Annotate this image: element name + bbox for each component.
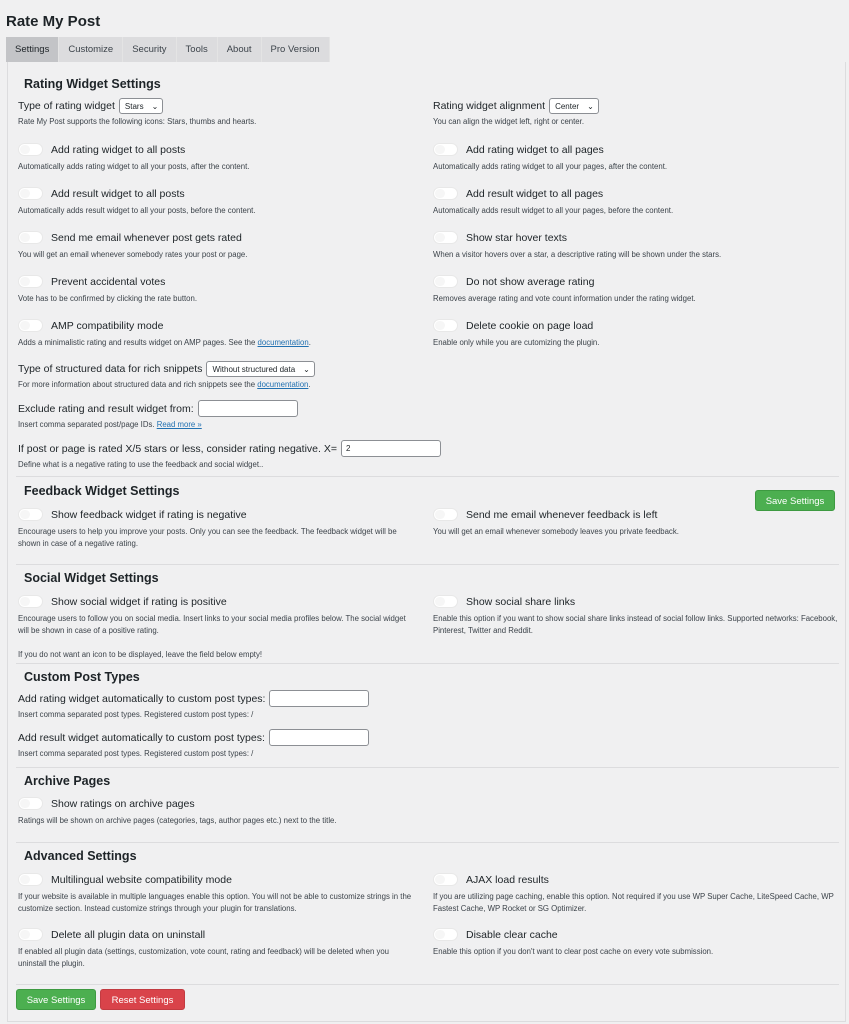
toggle-switch[interactable] (18, 143, 43, 156)
toggle-switch[interactable] (18, 797, 43, 810)
description: Insert comma separated post types. Registered custom post types: / (18, 749, 254, 758)
toggle-switch[interactable] (433, 508, 458, 521)
structured-data-select[interactable] (206, 361, 314, 377)
social-note: If you do not want an icon to be displayed, leave the field below empty! (18, 650, 263, 659)
alignment-setting (433, 98, 833, 128)
reset-settings-button[interactable]: Reset Settings (100, 989, 185, 1010)
toggle-setting (433, 319, 843, 349)
label: Type of rating widget (18, 100, 115, 112)
description: Encourage users to help you improve your posts. Only you can see the feedback. The feedback widget will be shown in case of a negative rating. (18, 527, 397, 548)
label: AMP compatibility mode (51, 319, 164, 332)
toggle-switch[interactable] (18, 508, 43, 521)
tab-security[interactable]: Security (123, 37, 176, 62)
toggle-setting (18, 319, 418, 349)
description: If enabled all plugin data (settings, customization, vote count, rating and feedback) will be deleted when you uninstall the plugin. (18, 947, 390, 968)
label: Add result widget to all posts (51, 187, 185, 200)
description: If you are utilizing page caching, enable this option. Not required if you use WP Super Cache, LiteSpeed Cache, WP Fastest Cache, WP Rocket or SG Optimizer. (433, 892, 834, 913)
negative-threshold-setting (18, 440, 441, 471)
description: Encourage users to follow you on social media. Insert links to your social media profiles below. The social widget will be shown in case of a positive rating. (18, 614, 406, 635)
section-heading: Advanced Settings (24, 849, 137, 863)
description: Removes average rating and vote count information under the rating widget. (433, 294, 696, 303)
chevron-down-icon: ⌄ (151, 101, 159, 111)
selected-value: Center (555, 101, 580, 111)
toggle-switch[interactable] (433, 928, 458, 941)
save-settings-button-top[interactable]: Save Settings (755, 490, 835, 511)
label: Show star hover texts (466, 231, 567, 244)
toggle-switch[interactable] (18, 275, 43, 288)
tab-bar (6, 37, 330, 62)
label: Show social share links (466, 595, 576, 608)
label: Send me email whenever feedback is left (466, 508, 658, 521)
cpt-result-input[interactable] (269, 729, 369, 746)
label: Delete cookie on page load (466, 319, 594, 332)
description: If your website is available in multiple languages enable this option. You will not be able to customize strings in the customize section. Instead customize strings through your plugin for translations. (18, 892, 412, 913)
page-title: Rate My Post (6, 13, 101, 30)
read-more-link[interactable]: Read more » (156, 420, 202, 429)
documentation-link[interactable]: documentation (257, 338, 309, 347)
toggle-setting (18, 873, 418, 915)
negative-threshold-input[interactable]: 2 (341, 440, 441, 457)
toggle-setting (18, 143, 418, 173)
toggle-switch[interactable] (433, 595, 458, 608)
divider (16, 564, 839, 565)
tab-pro-version[interactable]: Pro Version (262, 37, 330, 62)
punct: . (308, 338, 311, 347)
toggle-switch[interactable] (18, 319, 43, 332)
toggle-switch[interactable] (18, 873, 43, 886)
toggle-setting (433, 187, 843, 217)
section-heading: Social Widget Settings (24, 571, 159, 585)
toggle-setting (433, 231, 843, 261)
toggle-switch[interactable] (433, 187, 458, 200)
toggle-switch[interactable] (433, 143, 458, 156)
tab-tools[interactable]: Tools (177, 37, 218, 62)
toggle-setting (18, 231, 418, 261)
save-settings-button[interactable]: Save Settings (16, 989, 96, 1010)
toggle-switch[interactable] (433, 275, 458, 288)
section-heading: Rating Widget Settings (24, 77, 161, 91)
section-heading: Feedback Widget Settings (24, 484, 180, 498)
cpt-result-setting (18, 729, 369, 760)
description: When a visitor hovers over a star, a descriptive rating will be shown under the stars. (433, 250, 722, 259)
description: Ratings will be shown on archive pages (categories, tags, author pages etc.) next to the title. (18, 816, 337, 825)
divider (16, 984, 839, 985)
label: Do not show average rating (466, 275, 595, 288)
description: Automatically adds result widget to all your pages, before the content. (433, 206, 674, 215)
label: Exclude rating and result widget from: (18, 402, 194, 415)
description: You will get an email whenever somebody rates your post or page. (18, 250, 248, 259)
divider (16, 842, 839, 843)
label: Type of structured data for rich snippets (18, 363, 203, 375)
documentation-link[interactable]: documentation (257, 380, 309, 389)
label: Show feedback widget if rating is negative (51, 508, 247, 521)
description: Adds a minimalistic rating and results widget on AMP pages. See the (18, 338, 258, 347)
label: Add rating widget to all posts (51, 143, 186, 156)
exclude-setting (18, 400, 298, 431)
description: Enable this option if you don't want to clear post cache on every vote submission. (433, 947, 714, 956)
divider (16, 767, 839, 768)
label: Multilingual website compatibility mode (51, 873, 232, 886)
toggle-setting (433, 928, 843, 958)
feedback-negative-toggle-setting (18, 508, 418, 550)
toggle-switch[interactable] (18, 595, 43, 608)
social-share-toggle-setting (433, 595, 843, 637)
toggle-setting (18, 187, 418, 217)
toggle-switch[interactable] (18, 928, 43, 941)
description: Insert comma separated post/page IDs. (18, 420, 157, 429)
divider (16, 663, 839, 664)
label: Disable clear cache (466, 928, 558, 941)
rating-type-setting (18, 98, 418, 128)
section-heading: Archive Pages (24, 774, 111, 788)
social-positive-toggle-setting (18, 595, 418, 637)
label: Add rating widget to all pages (466, 143, 604, 156)
toggle-switch[interactable] (433, 873, 458, 886)
toggle-switch[interactable] (18, 187, 43, 200)
description: Define what is a negative rating to use the feedback and social widget.. (18, 460, 264, 469)
label: Show social widget if rating is positive (51, 595, 227, 608)
label: Add result widget automatically to custom post types: (18, 731, 265, 744)
label: AJAX load results (466, 873, 549, 886)
toggle-switch[interactable] (433, 231, 458, 244)
tab-settings[interactable]: Settings (6, 37, 59, 62)
chevron-down-icon: ⌄ (587, 101, 594, 111)
toggle-setting (433, 275, 843, 305)
description: Automatically adds result widget to all your posts, before the content. (18, 206, 256, 215)
description: You can align the widget left, right or center. (433, 117, 584, 126)
description: Automatically adds rating widget to all your pages, after the content. (433, 162, 668, 171)
description: Vote has to be confirmed by clicking the rate button. (18, 294, 198, 303)
tab-customize[interactable]: Customize (59, 37, 123, 62)
cpt-rating-input[interactable] (269, 690, 369, 707)
description: For more information about structured data and rich snippets see the (18, 380, 258, 389)
label: Show ratings on archive pages (51, 797, 195, 810)
toggle-setting (433, 873, 843, 915)
label: If post or page is rated X/5 stars or less, consider rating negative. X= (18, 442, 337, 455)
cpt-rating-setting (18, 690, 369, 721)
rating-type-select[interactable] (119, 98, 163, 114)
label: Add rating widget automatically to custom post types: (18, 692, 266, 705)
description: Enable this option if you want to show social share links instead of social follow links. Supported networks: Facebook, Pinterest, Twitter and Reddit. (433, 614, 838, 635)
toggle-setting (18, 275, 418, 305)
label: Prevent accidental votes (51, 275, 166, 288)
label: Add result widget to all pages (466, 187, 604, 200)
toggle-switch[interactable] (18, 231, 43, 244)
toggle-setting (18, 928, 418, 970)
structured-data-setting (18, 361, 315, 391)
label: Delete all plugin data on uninstall (51, 928, 206, 941)
description: You will get an email whenever somebody leaves you private feedback. (433, 527, 679, 536)
chevron-down-icon: ⌄ (303, 364, 310, 374)
description: Automatically adds rating widget to all your posts, after the content. (18, 162, 250, 171)
description: Insert comma separated post types. Registered custom post types: / (18, 710, 254, 719)
punct: . (308, 380, 311, 389)
description: Enable only while you are cutomizing the plugin. (433, 338, 600, 347)
settings-panel (7, 62, 846, 1022)
selected-value: Stars (124, 101, 144, 111)
archive-toggle-setting (18, 797, 418, 827)
section-heading: Custom Post Types (24, 670, 140, 684)
label: Rating widget alignment (433, 100, 546, 112)
feedback-email-toggle-setting (433, 508, 833, 538)
selected-value: Without structured data (212, 364, 296, 374)
toggle-switch[interactable] (433, 319, 458, 332)
tab-about[interactable]: About (218, 37, 262, 62)
alignment-select[interactable] (549, 98, 599, 114)
divider (16, 476, 839, 477)
exclude-input[interactable] (198, 400, 298, 417)
description: Rate My Post supports the following icons: Stars, thumbs and hearts. (18, 117, 257, 126)
label: Send me email whenever post gets rated (51, 231, 242, 244)
toggle-setting (433, 143, 843, 173)
